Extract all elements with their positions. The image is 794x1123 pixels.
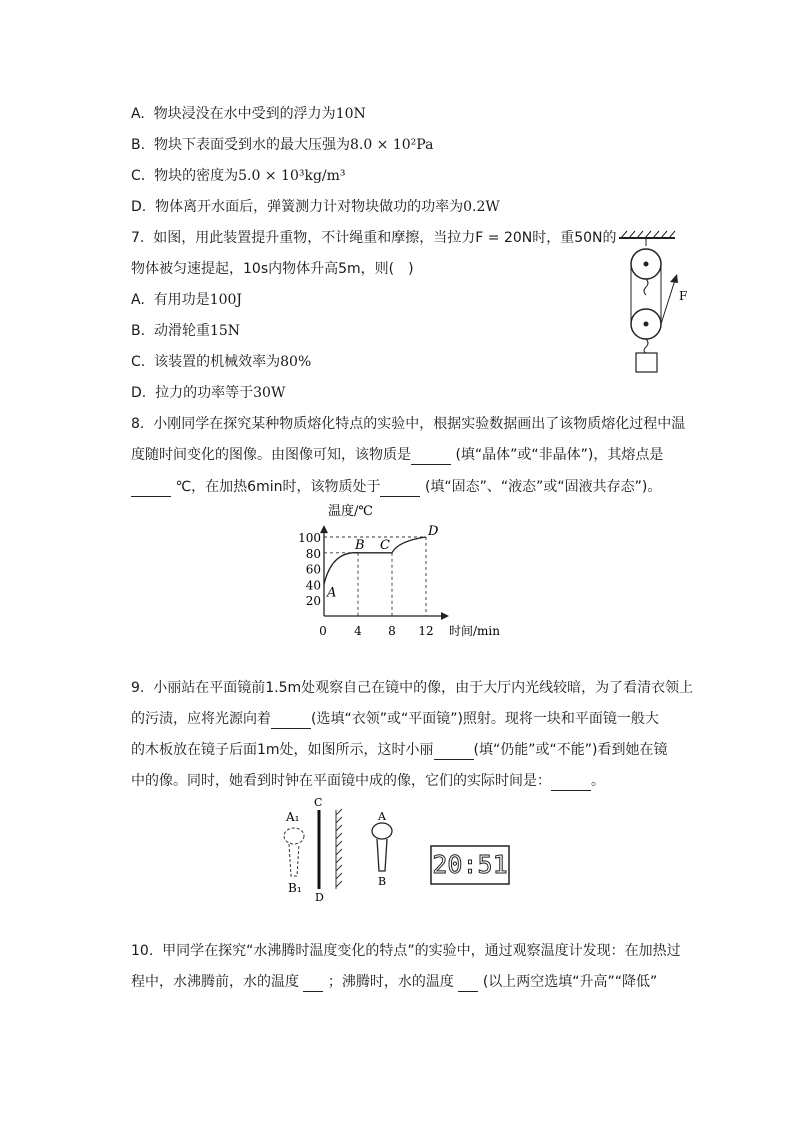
weight-hook xyxy=(644,339,648,353)
answer-blank[interactable] xyxy=(411,450,451,465)
y-tick-label: 40 xyxy=(305,578,321,593)
q8-line-3 xyxy=(131,477,661,497)
option-label: B. xyxy=(131,323,146,339)
ceiling-hatch xyxy=(621,231,675,238)
answer-blank[interactable] xyxy=(458,977,478,992)
q7-option-b xyxy=(131,321,240,341)
person-head xyxy=(372,823,392,839)
question-text: 中的像。同时，她看到时钟在平面镜中成的像，它们的实际时间是： xyxy=(131,773,551,789)
q7-line-2: 物体被匀速提起，10s内物体升高5m，则( ) xyxy=(131,261,414,277)
q6-option-c xyxy=(131,166,346,186)
option-math: 15N xyxy=(209,323,241,339)
q8-line-1 xyxy=(131,414,685,434)
question-text: 甲同学在探究“水沸腾时温度变化的特点”的实验中，通过观察温度计发现：在加热过 xyxy=(162,943,681,959)
force-label: F xyxy=(679,289,688,303)
option-label: B. xyxy=(131,137,146,153)
question-text: 。 xyxy=(591,773,605,789)
option-text: 物块的密度为 xyxy=(154,168,239,184)
x-axis-arrow xyxy=(441,612,449,620)
person-body xyxy=(377,839,387,871)
q7-option-a xyxy=(131,290,242,310)
point-label-b: B xyxy=(355,537,365,553)
label-a: A xyxy=(378,810,386,823)
option-label: D. xyxy=(131,385,147,401)
label-b1: B₁ xyxy=(288,881,302,895)
option-math: 8.0 × 10²Pa xyxy=(349,137,434,153)
q9-line-2 xyxy=(131,709,659,729)
answer-blank[interactable] xyxy=(131,482,171,497)
temperature-curve xyxy=(324,537,426,584)
q6-option-a xyxy=(131,104,366,124)
fixed-pulley-axle xyxy=(644,262,649,267)
x-origin-label: 0 xyxy=(319,624,327,638)
y-tick-label: 60 xyxy=(305,562,321,577)
option-label: A. xyxy=(131,292,145,308)
x-axis-label: 时间/min xyxy=(449,624,500,638)
question-text: (填“仍能”或“不能”)看到她在镜 xyxy=(473,742,668,758)
x-tick-label: 8 xyxy=(388,624,396,638)
option-label: C. xyxy=(131,354,146,370)
q8-line-2 xyxy=(131,445,663,465)
question-text: (填“固态”、“液态”或“固液共存态”)。 xyxy=(424,479,662,495)
question-text: 的污渍，应将光源向着 xyxy=(131,711,271,727)
board-hatch xyxy=(336,809,342,887)
answer-blank[interactable] xyxy=(434,745,474,760)
option-math: 80% xyxy=(280,354,312,370)
option-text: 该装置的机械效率为 xyxy=(154,354,281,370)
question-text: ；沸腾时，水的温度 xyxy=(327,974,454,990)
label-c: C xyxy=(314,796,323,809)
option-math: 0.2W xyxy=(463,199,500,215)
movable-pulley-axle xyxy=(644,322,649,327)
option-text: 物块浸没在水中受到的浮力为 xyxy=(153,106,336,122)
option-label: A. xyxy=(131,106,145,122)
y-tick-label: 80 xyxy=(305,546,321,561)
q9-line-4 xyxy=(131,771,605,791)
option-math: 100J xyxy=(209,292,243,308)
point-label-a: A xyxy=(327,585,337,601)
question-number: 7. xyxy=(131,230,145,246)
option-math: 30W xyxy=(253,385,286,401)
pulley-figure xyxy=(615,228,705,378)
q6-option-d xyxy=(131,197,500,217)
question-text: (以上两空选填“升高”“降低” xyxy=(482,974,658,990)
question-text: (选填“衣领”或“平面镜”)照射。现将一块和平面镜一般大 xyxy=(311,711,659,727)
question-text: 度随时间变化的图像。由图像可知，该物质是 xyxy=(131,447,411,463)
q10-line-2 xyxy=(131,972,657,992)
label-d: D xyxy=(315,891,324,904)
question-number: 10. xyxy=(131,943,154,959)
option-label: C. xyxy=(131,168,146,184)
question-text: 小刚同学在探究某种物质熔化特点的实验中，根据实验数据画出了该物质熔化过程中温 xyxy=(153,416,686,432)
question-text: 的木板放在镜子后面1m处，如图所示，这时小丽 xyxy=(131,742,434,758)
answer-blank[interactable] xyxy=(303,977,323,992)
x-tick-label: 4 xyxy=(354,624,362,638)
image-body xyxy=(289,844,299,876)
option-text: 有用功是 xyxy=(153,292,210,308)
pull-arrow-head xyxy=(670,274,678,283)
option-text: 物块下表面受到水的最大压强为 xyxy=(153,137,350,153)
label-b: B xyxy=(378,875,387,888)
question-number: 8. xyxy=(131,416,145,432)
question-text: 小丽站在平面镜前1.5m处观察自己在镜中的像，由于大厅内光线较暗，为了看清衣领上 xyxy=(153,680,694,696)
y-axis-label: 温度/℃ xyxy=(328,504,373,519)
question-number: 9. xyxy=(131,680,145,696)
option-math: 10N xyxy=(335,106,366,122)
answer-blank[interactable] xyxy=(380,482,420,497)
option-text: 动滑轮重 xyxy=(153,323,210,339)
melting-chart xyxy=(290,503,510,645)
y-tick-label: 100 xyxy=(298,531,321,545)
q10-line-1 xyxy=(131,941,681,961)
question-text: 如图，用此装置提升重物，不计绳重和摩擦，当拉力F = 20N时，重50N的 xyxy=(153,230,617,246)
x-tick-label: 12 xyxy=(418,624,434,638)
q9-line-1 xyxy=(131,678,693,698)
answer-blank[interactable] xyxy=(271,714,311,729)
point-label-d: D xyxy=(428,524,439,539)
answer-blank[interactable] xyxy=(551,776,591,791)
image-head xyxy=(284,828,304,844)
option-math: 5.0 × 10³kg/m³ xyxy=(238,168,346,184)
y-tick-label: 20 xyxy=(305,594,321,609)
rope-pull xyxy=(661,280,675,324)
weight-block xyxy=(636,353,657,372)
question-text: 程中，水沸腾前，水的温度 xyxy=(131,974,299,990)
q7-line-1 xyxy=(131,228,617,248)
point-label-c: C xyxy=(380,537,390,553)
question-text: ℃，在加热6min时，该物质处于 xyxy=(175,479,381,495)
q7-option-d xyxy=(131,383,285,403)
option-text: 拉力的功率等于 xyxy=(155,385,254,401)
y-axis-arrow xyxy=(320,525,328,533)
q6-option-b xyxy=(131,135,433,155)
q7-option-c xyxy=(131,352,311,372)
q9-line-3 xyxy=(131,740,667,760)
option-text: 物体离开水面后，弹簧测力计对物块做功的功率为 xyxy=(155,199,464,215)
clock-digits: 20:51 xyxy=(432,850,508,879)
label-a1: A₁ xyxy=(286,810,300,824)
question-text: (填“晶体”或“非晶体”)，其熔点是 xyxy=(455,447,664,463)
option-label: D. xyxy=(131,199,147,215)
hook-link xyxy=(644,279,648,295)
mirror-figure xyxy=(278,793,518,905)
